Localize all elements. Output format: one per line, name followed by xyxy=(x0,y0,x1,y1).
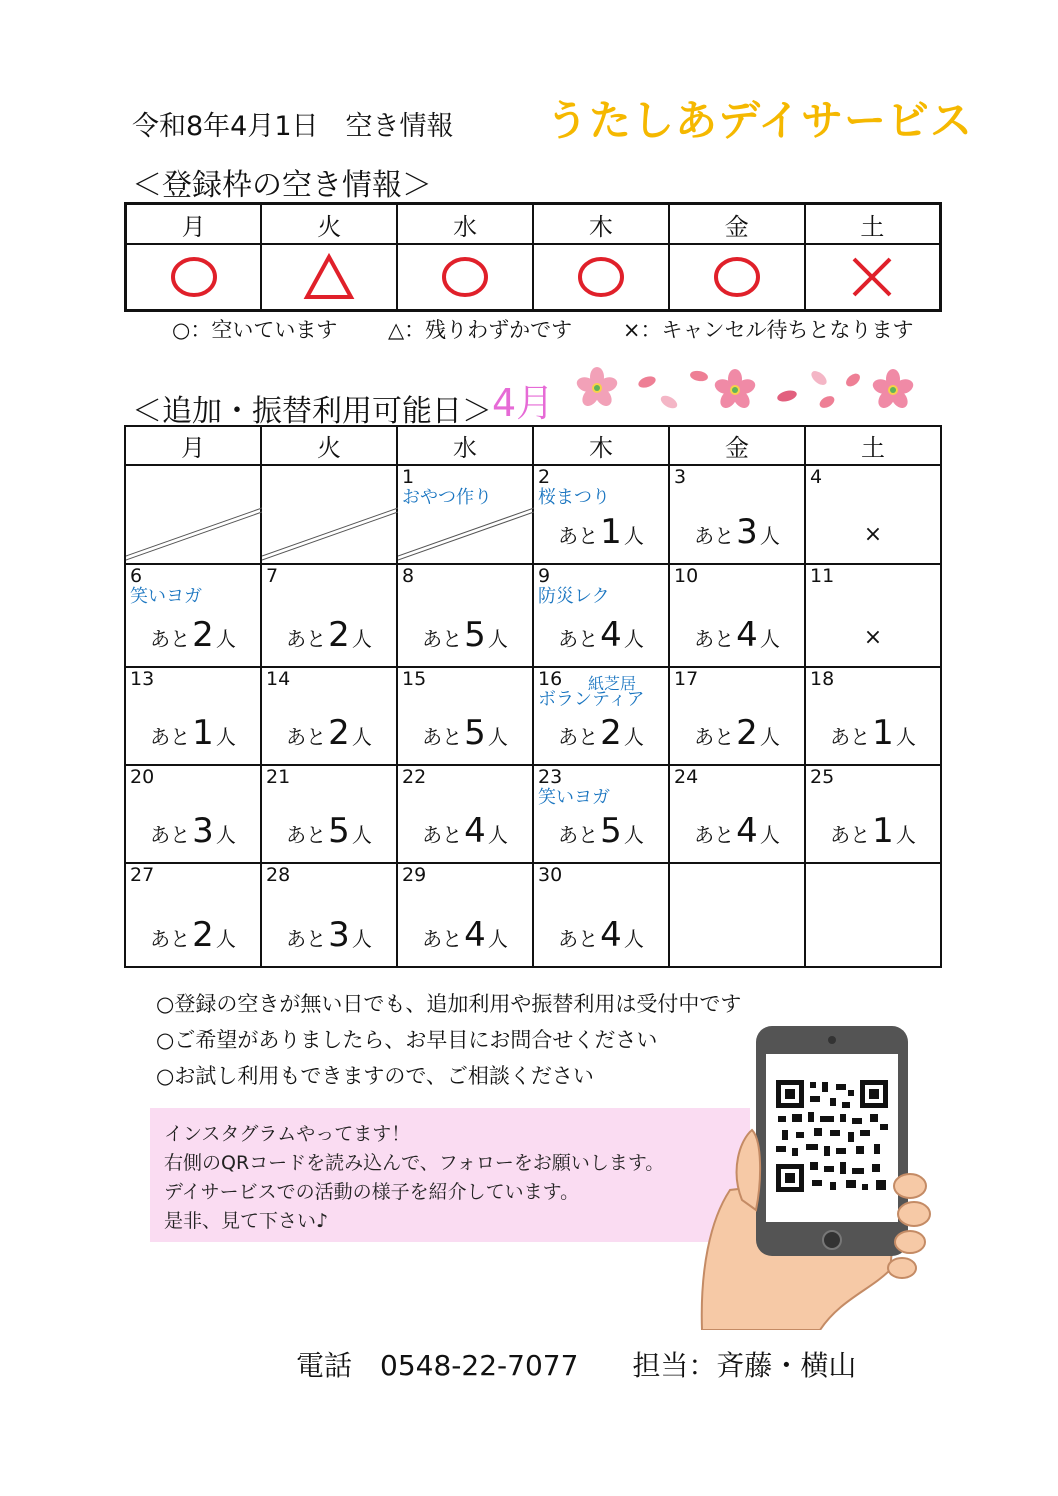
remaining-slots xyxy=(670,615,804,658)
day-number: 11 xyxy=(810,565,835,587)
remaining-prefix: あと xyxy=(694,627,735,651)
day-number: 29 xyxy=(402,864,427,886)
remaining-suffix: 人 xyxy=(623,725,644,749)
sakura-petal-icon xyxy=(637,374,657,390)
availability-cell xyxy=(533,244,669,311)
remaining-slots xyxy=(126,915,260,958)
remaining-prefix: あと xyxy=(694,823,735,847)
remaining-prefix: あと xyxy=(150,627,191,651)
weekday-header: 月 xyxy=(125,426,261,465)
notes xyxy=(156,986,741,1094)
cross-mark-icon xyxy=(846,251,898,303)
weekday-header: 金 xyxy=(669,204,805,245)
calendar-day-cell xyxy=(805,564,941,667)
remaining-prefix: あと xyxy=(286,627,327,651)
remaining-count: 1 xyxy=(192,713,214,753)
remaining-slots xyxy=(670,512,804,555)
day-number: 22 xyxy=(402,766,427,788)
remaining-count: 4 xyxy=(464,811,486,851)
calendar-day-cell xyxy=(533,863,669,967)
remaining-count: 3 xyxy=(736,512,758,552)
event-label: 防災レク xyxy=(538,586,610,607)
calendar-title: ＜追加・振替利用可能日＞ xyxy=(132,394,492,429)
remaining-suffix: 人 xyxy=(487,725,508,749)
remaining-prefix: あと xyxy=(286,725,327,749)
waitlist-mark: × xyxy=(863,522,883,547)
calendar-day-cell xyxy=(397,765,533,863)
calendar-day-cell xyxy=(805,667,941,765)
legend-few-left: △：残りわずかです xyxy=(388,318,573,342)
unavailable-slash xyxy=(262,466,398,563)
calendar-day-cell xyxy=(261,465,397,564)
circle-mark-icon xyxy=(711,251,763,303)
calendar-day-cell xyxy=(125,765,261,863)
calendar-day-cell xyxy=(805,863,941,967)
remaining-suffix: 人 xyxy=(487,927,508,951)
remaining-slots xyxy=(126,615,260,658)
instagram-text xyxy=(164,1120,664,1236)
day-number: 13 xyxy=(130,668,155,690)
remaining-suffix: 人 xyxy=(215,627,236,651)
calendar-day-cell xyxy=(533,765,669,863)
day-number: 10 xyxy=(674,565,699,587)
remaining-count: 3 xyxy=(328,915,350,955)
day-number: 20 xyxy=(130,766,155,788)
calendar-day-cell xyxy=(125,667,261,765)
calendar-day-cell xyxy=(669,667,805,765)
remaining-prefix: あと xyxy=(150,725,191,749)
remaining-count: 2 xyxy=(192,615,214,655)
calendar-day-cell xyxy=(533,667,669,765)
staff-names: 担当：斉藤・横山 xyxy=(632,1349,857,1382)
weekday-header: 火 xyxy=(261,426,397,465)
remaining-count: 1 xyxy=(600,512,622,552)
remaining-slots xyxy=(398,615,532,658)
remaining-suffix: 人 xyxy=(623,627,644,651)
remaining-suffix: 人 xyxy=(215,725,236,749)
day-number: 17 xyxy=(674,668,699,690)
remaining-suffix: 人 xyxy=(351,725,372,749)
day-number: 7 xyxy=(266,565,279,587)
event-label: 桜まつり xyxy=(538,487,610,508)
remaining-suffix: 人 xyxy=(351,927,372,951)
remaining-slots xyxy=(534,512,668,555)
qr-code-icon xyxy=(776,1080,888,1192)
unavailable-slash xyxy=(126,466,262,563)
remaining-suffix: 人 xyxy=(895,823,916,847)
remaining-suffix: 人 xyxy=(759,627,780,651)
remaining-slots xyxy=(398,811,532,854)
remaining-count: 4 xyxy=(736,615,758,655)
weekday-header: 木 xyxy=(533,204,669,245)
remaining-prefix: あと xyxy=(694,725,735,749)
phone-number[interactable]: 0548-22-7077 xyxy=(380,1349,579,1382)
calendar-day-cell xyxy=(533,465,669,564)
calendar-day-cell xyxy=(397,465,533,564)
remaining-count: 4 xyxy=(736,811,758,851)
day-number: 1 xyxy=(402,466,415,488)
calendar-day-cell xyxy=(397,564,533,667)
calendar-day-cell xyxy=(669,765,805,863)
remaining-suffix: 人 xyxy=(215,823,236,847)
remaining-suffix: 人 xyxy=(623,524,644,548)
note-line: ○ご希望がありましたら、お早目にお問合せください xyxy=(156,1028,658,1052)
smartphone-in-hand-icon xyxy=(690,1020,940,1330)
calendar-table xyxy=(124,425,942,968)
remaining-suffix: 人 xyxy=(351,627,372,651)
calendar-week-row xyxy=(125,863,941,967)
instagram-line: インスタグラムやってます！ xyxy=(164,1123,411,1145)
unavailable-slash xyxy=(398,466,534,563)
sakura-petal-icon xyxy=(659,393,680,411)
circle-mark-icon xyxy=(168,251,220,303)
calendar-week-row xyxy=(125,564,941,667)
availability-cell xyxy=(805,244,941,311)
calendar-day-cell xyxy=(805,465,941,564)
calendar-week-row xyxy=(125,765,941,863)
remaining-prefix: あと xyxy=(422,927,463,951)
event-label: ボランティア xyxy=(538,689,645,710)
remaining-count: 4 xyxy=(464,915,486,955)
remaining-prefix: あと xyxy=(150,927,191,951)
remaining-count: 5 xyxy=(464,615,486,655)
calendar-day-cell xyxy=(261,564,397,667)
note-line: ○登録の空きが無い日でも、追加利用や振替利用は受付中です xyxy=(156,992,742,1016)
day-number: 25 xyxy=(810,766,835,788)
weekday-header: 土 xyxy=(805,426,941,465)
month-label: 4月 xyxy=(492,381,555,425)
calendar-day-cell xyxy=(533,564,669,667)
registration-title: ＜登録枠の空き情報＞ xyxy=(132,168,432,203)
sakura-flower-icon xyxy=(871,369,915,411)
note-line: ○お試し利用もできますので、ご相談ください xyxy=(156,1064,594,1088)
circle-mark-icon xyxy=(439,251,491,303)
remaining-prefix: あと xyxy=(422,725,463,749)
calendar-day-cell xyxy=(261,765,397,863)
remaining-slots xyxy=(262,713,396,756)
remaining-suffix: 人 xyxy=(215,927,236,951)
day-number: 15 xyxy=(402,668,427,690)
legend-waitlist: ×：キャンセル待ちとなります xyxy=(622,318,914,342)
remaining-slots xyxy=(670,713,804,756)
registration-status-row xyxy=(126,244,941,311)
availability-cell xyxy=(397,244,533,311)
remaining-count: 5 xyxy=(464,713,486,753)
calendar-day-cell xyxy=(261,863,397,967)
instagram-line: 右側のQRコードを読み込んで、フォローをお願いします。 xyxy=(164,1152,665,1174)
weekday-header: 金 xyxy=(669,426,805,465)
day-number: 27 xyxy=(130,864,155,886)
remaining-prefix: あと xyxy=(558,823,599,847)
day-number: 30 xyxy=(538,864,563,886)
calendar-day-cell xyxy=(125,863,261,967)
date-line: 令和8年4月1日 空き情報 xyxy=(132,111,454,142)
remaining-suffix: 人 xyxy=(895,725,916,749)
remaining-slots xyxy=(534,811,668,854)
sakura-petal-icon xyxy=(844,371,863,389)
calendar-day-cell xyxy=(669,564,805,667)
instagram-line: 是非、見て下さい♪ xyxy=(164,1210,329,1232)
circle-mark-icon xyxy=(575,251,627,303)
weekday-header: 水 xyxy=(397,426,533,465)
day-number: 16 xyxy=(538,668,563,690)
sakura-petal-icon xyxy=(689,370,708,383)
remaining-prefix: あと xyxy=(422,627,463,651)
calendar-header-row xyxy=(125,426,941,465)
remaining-prefix: あと xyxy=(830,823,871,847)
remaining-suffix: 人 xyxy=(759,823,780,847)
remaining-suffix: 人 xyxy=(623,927,644,951)
remaining-prefix: あと xyxy=(558,927,599,951)
day-number: 24 xyxy=(674,766,699,788)
waitlist-mark: × xyxy=(863,625,883,650)
day-number: 3 xyxy=(674,466,687,488)
remaining-count: 1 xyxy=(872,713,894,753)
remaining-slots xyxy=(126,811,260,854)
day-number: 21 xyxy=(266,766,291,788)
sakura-decoration xyxy=(575,362,935,416)
remaining-count: 5 xyxy=(600,811,622,851)
remaining-slots xyxy=(262,811,396,854)
event-label: 笑いヨガ xyxy=(130,586,202,607)
remaining-slots xyxy=(534,915,668,958)
day-number: 23 xyxy=(538,766,563,788)
remaining-slots xyxy=(126,713,260,756)
calendar-week-row xyxy=(125,667,941,765)
calendar-day-cell xyxy=(125,564,261,667)
sakura-petal-icon xyxy=(809,368,829,387)
remaining-prefix: あと xyxy=(422,823,463,847)
registration-header-row xyxy=(126,204,941,245)
event-label: 紙芝居 xyxy=(588,674,637,693)
event-label: おやつ作り xyxy=(402,487,492,508)
remaining-suffix: 人 xyxy=(487,823,508,847)
remaining-slots xyxy=(534,713,668,756)
registration-table xyxy=(124,202,942,312)
availability-cell xyxy=(669,244,805,311)
weekday-header: 火 xyxy=(261,204,397,245)
calendar-week-row xyxy=(125,465,941,564)
remaining-prefix: あと xyxy=(558,524,599,548)
remaining-prefix: あと xyxy=(558,627,599,651)
sakura-flower-icon xyxy=(575,367,619,409)
remaining-suffix: 人 xyxy=(759,725,780,749)
remaining-slots xyxy=(670,811,804,854)
remaining-prefix: あと xyxy=(286,927,327,951)
calendar-day-cell xyxy=(669,465,805,564)
day-number: 28 xyxy=(266,864,291,886)
remaining-prefix: あと xyxy=(558,725,599,749)
remaining-count: 2 xyxy=(600,713,622,753)
calendar-day-cell xyxy=(125,465,261,564)
day-number: 14 xyxy=(266,668,291,690)
day-number: 18 xyxy=(810,668,835,690)
phone-label: 電話 xyxy=(296,1349,353,1382)
legend-available: ○：空いています xyxy=(172,318,338,342)
remaining-count: 2 xyxy=(328,713,350,753)
weekday-header: 木 xyxy=(533,426,669,465)
remaining-slots xyxy=(262,915,396,958)
sakura-petal-icon xyxy=(818,394,837,411)
remaining-slots xyxy=(398,915,532,958)
day-number: 9 xyxy=(538,565,551,587)
remaining-slots xyxy=(806,811,940,854)
weekday-header: 水 xyxy=(397,204,533,245)
sakura-petal-icon xyxy=(776,389,798,404)
day-number: 4 xyxy=(810,466,823,488)
remaining-suffix: 人 xyxy=(487,627,508,651)
remaining-prefix: あと xyxy=(830,725,871,749)
brand-name: うたしあデイサービス xyxy=(546,96,974,145)
sakura-flower-icon xyxy=(713,369,757,411)
remaining-suffix: 人 xyxy=(759,524,780,548)
weekday-header: 月 xyxy=(126,204,262,245)
contact-line xyxy=(296,1344,856,1384)
calendar-day-cell xyxy=(669,863,805,967)
calendar-day-cell xyxy=(397,863,533,967)
remaining-prefix: あと xyxy=(694,524,735,548)
remaining-count: 4 xyxy=(600,615,622,655)
remaining-slots xyxy=(806,713,940,756)
remaining-count: 2 xyxy=(328,615,350,655)
instagram-line: デイサービスでの活動の様子を紹介しています。 xyxy=(164,1181,580,1203)
remaining-slots xyxy=(534,615,668,658)
calendar-day-cell xyxy=(397,667,533,765)
remaining-slots xyxy=(262,615,396,658)
calendar-day-cell xyxy=(805,765,941,863)
calendar-day-cell xyxy=(261,667,397,765)
availability-cell xyxy=(261,244,397,311)
weekday-header: 土 xyxy=(805,204,941,245)
day-number: 8 xyxy=(402,565,415,587)
remaining-count: 2 xyxy=(736,713,758,753)
day-number: 2 xyxy=(538,466,551,488)
remaining-count: 2 xyxy=(192,915,214,955)
triangle-mark-icon xyxy=(303,251,355,303)
remaining-suffix: 人 xyxy=(351,823,372,847)
event-label: 笑いヨガ xyxy=(538,787,610,808)
remaining-prefix: あと xyxy=(150,823,191,847)
remaining-suffix: 人 xyxy=(623,823,644,847)
remaining-count: 1 xyxy=(872,811,894,851)
status-legend xyxy=(172,314,957,344)
remaining-count: 3 xyxy=(192,811,214,851)
remaining-prefix: あと xyxy=(286,823,327,847)
remaining-count: 4 xyxy=(600,915,622,955)
availability-cell xyxy=(126,244,262,311)
remaining-count: 5 xyxy=(328,811,350,851)
day-number: 6 xyxy=(130,565,143,587)
remaining-slots xyxy=(398,713,532,756)
